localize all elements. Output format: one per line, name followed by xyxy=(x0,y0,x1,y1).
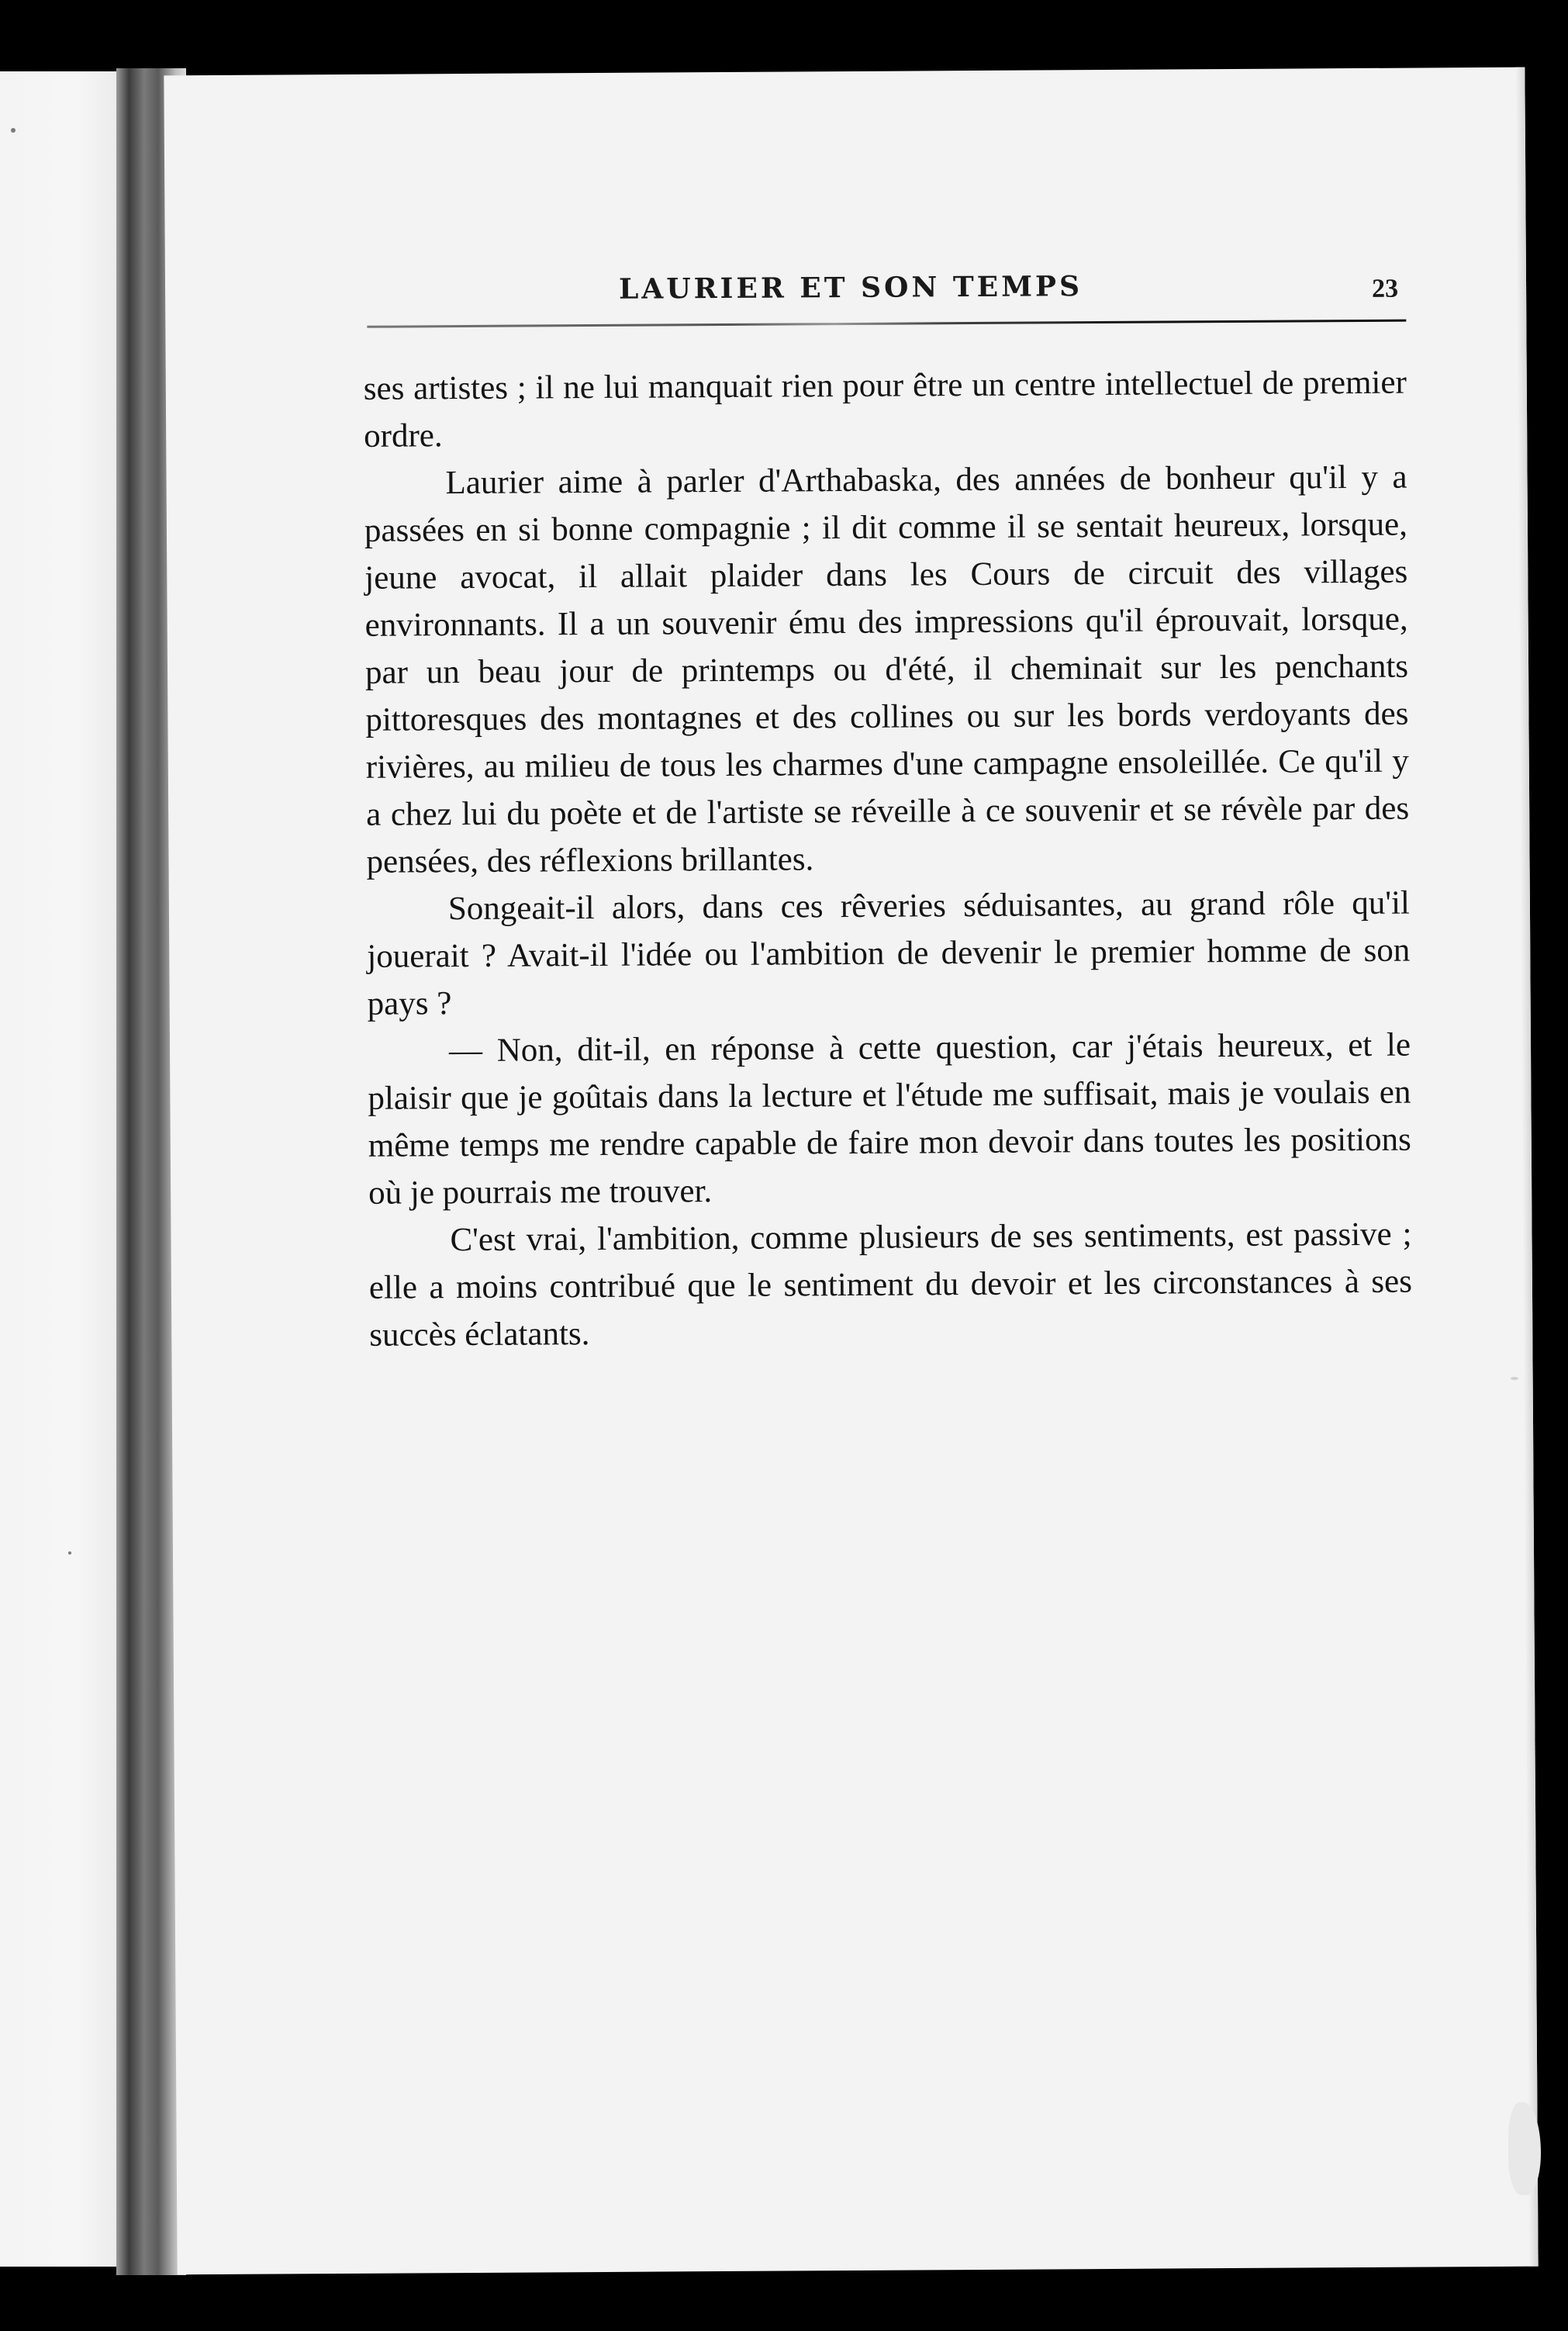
page-number: 23 xyxy=(1371,274,1399,303)
paragraph: — Non, dit-il, en réponse à cette question, car j'étais heureux, et le plaisir que je goûtais dans la lecture et l'étude me suffisait, mais je voulais en même temps me rendre capable de faire mon devoir dans toutes les positions où je pourrais me trouver. xyxy=(368,1026,1411,1212)
scan-speck xyxy=(1511,1377,1518,1380)
body-text xyxy=(364,359,1413,1359)
book-page xyxy=(164,67,1538,2275)
paragraph: Songeait-il alors, dans ces rêveries séduisantes, au grand rôle qu'il jouerait ? Avait-il l'idée ou l'ambition de devenir le premier homme de son pays ? xyxy=(367,884,1411,1022)
scan-speck xyxy=(68,1551,71,1555)
page-edge xyxy=(1515,67,1538,2267)
paragraph: Laurier aime à parler d'Arthabaska, des années de bonheur qu'il y a passées en si bonne compagnie ; il dit comme il se sentait heureux, lorsque, jeune avocat, il allait plaider dans les Cours de circuit des villages environnants. Il a un souvenir ému des impressions qu'il éprouvait, lorsque, par un beau jour de printemps ou d'été, il cheminait sur les penchants pittoresques des montagnes et des collines ou sur les bords verdoyants des rivières, au milieu de tous les charmes d'une campagne ensoleillée. Ce qu'il y a chez lui du poète et de l'artiste se réveille à ce souvenir et se révèle par des pensées, des réflexions brillantes. xyxy=(364,458,1410,880)
page-header xyxy=(367,268,1406,329)
header-rule xyxy=(367,320,1406,328)
running-title: LAURIER ET SON TEMPS xyxy=(618,270,1083,306)
paragraph: ses artistes ; il ne lui manquait rien pour être un centre intellectuel de premier ordre. xyxy=(363,364,1407,455)
adjacent-left-page xyxy=(0,71,128,2267)
scan-speck xyxy=(11,128,16,133)
paragraph: C'est vrai, l'ambition, comme plusieurs de ses sentiments, est passive ; elle a moins contribué que le sentiment du devoir et les circonstances à ses succès éclatants. xyxy=(368,1216,1413,1354)
